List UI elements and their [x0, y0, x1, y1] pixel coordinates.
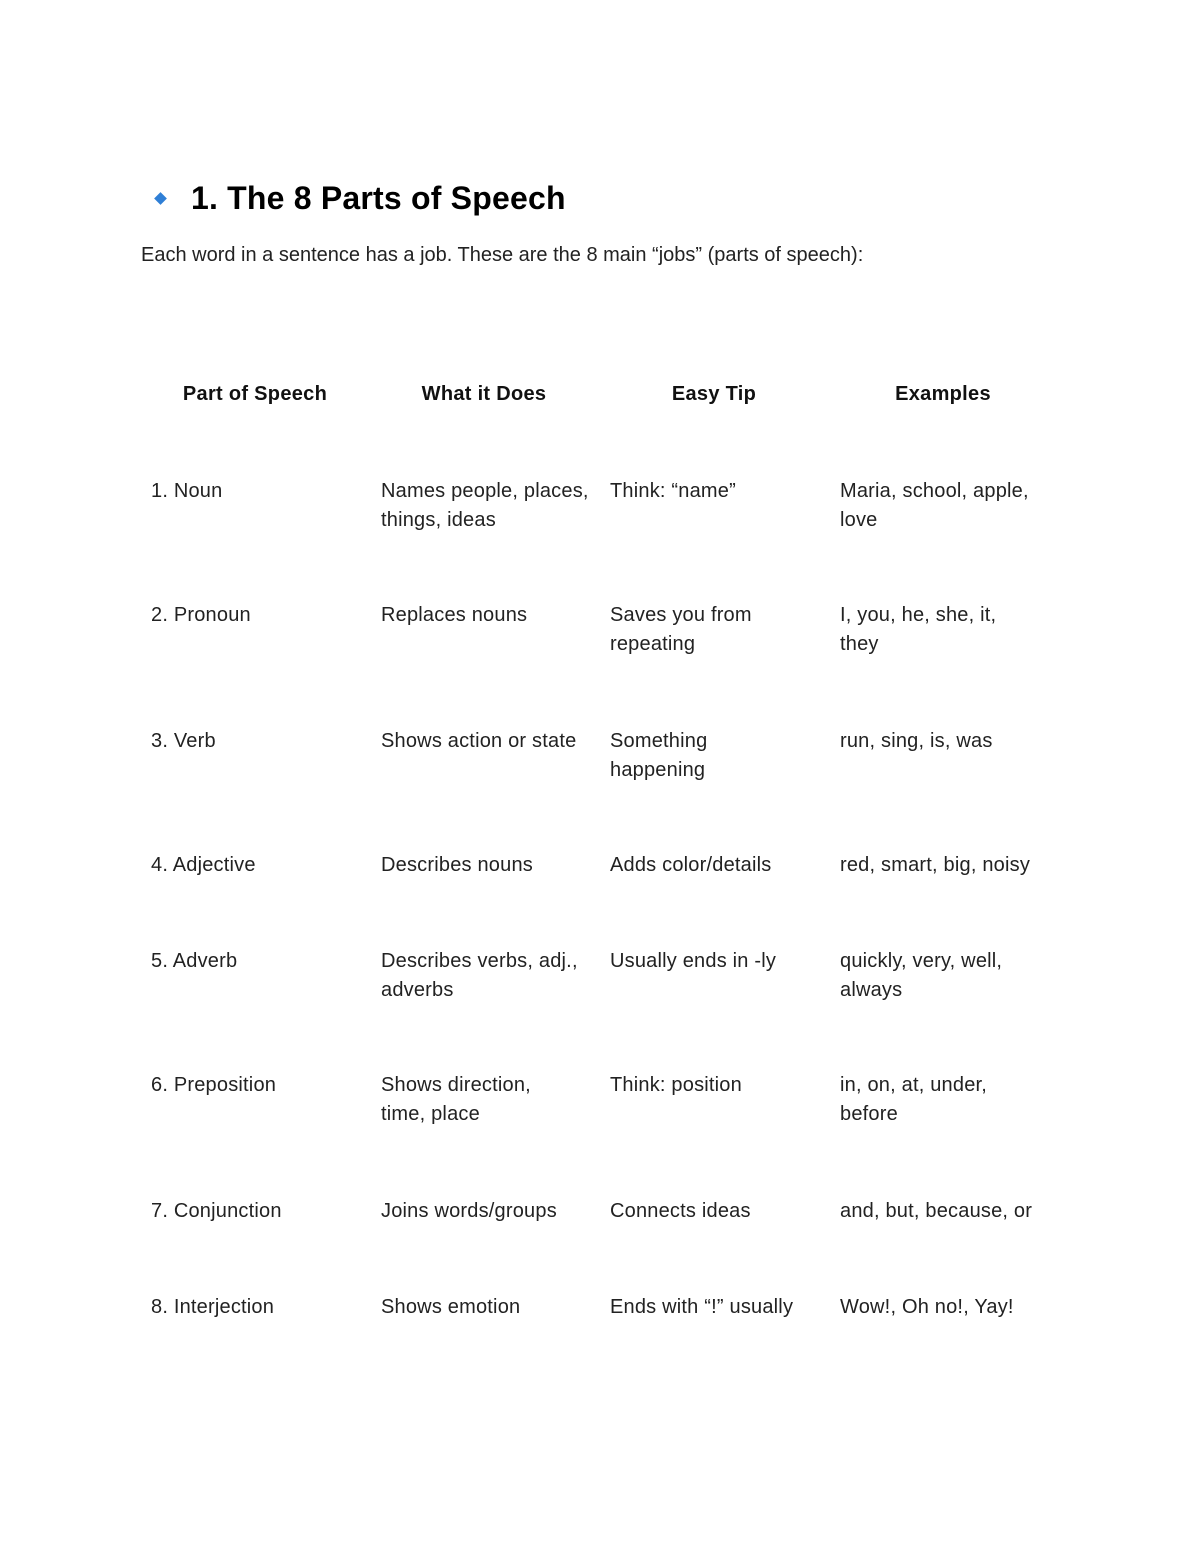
- table-cell-examples: Wow!, Oh no!, Yay!: [840, 1296, 1014, 1318]
- column-header-what-it-does: What it Does: [421, 383, 547, 405]
- table-cell-description: Shows direction, time, place: [381, 1074, 531, 1125]
- column-header-part-of-speech: Part of Speech: [182, 383, 328, 405]
- blue-diamond-icon: [154, 192, 167, 205]
- table-cell-part: 3. Verb: [151, 730, 216, 752]
- table-cell-examples: in, on, at, under, before: [840, 1074, 988, 1125]
- table-cell-part: 6. Preposition: [151, 1074, 277, 1096]
- table-cell-examples: Maria, school, apple, love: [840, 480, 1029, 531]
- column-header-easy-tip: Easy Tip: [671, 383, 757, 405]
- table-cell-tip: Adds color/details: [610, 854, 772, 876]
- table-cell-part: 7. Conjunction: [151, 1200, 282, 1222]
- table-cell-examples: red, smart, big, noisy: [840, 854, 1031, 876]
- table-cell-tip: Saves you from repeating: [610, 604, 752, 655]
- table-cell-examples: run, sing, is, was: [840, 730, 993, 752]
- table-cell-part: 8. Interjection: [151, 1296, 275, 1318]
- heading-text: 1. The 8 Parts of Speech: [191, 179, 566, 216]
- table-cell-tip: Think: “name”: [610, 480, 736, 502]
- table-cell-description: Shows emotion: [381, 1296, 521, 1318]
- table-cell-examples: I, you, he, she, it, they: [840, 604, 997, 655]
- table-cell-description: Describes verbs, adj., adverbs: [381, 950, 578, 1001]
- table-cell-part: 4. Adjective: [151, 854, 256, 876]
- table-cell-part: 2. Pronoun: [151, 604, 251, 626]
- table-cell-examples: quickly, very, well, always: [840, 950, 1003, 1001]
- table-cell-description: Names people, places, things, ideas: [381, 480, 589, 531]
- table-cell-part: 5. Adverb: [151, 950, 238, 972]
- table-cell-description: Replaces nouns: [381, 604, 528, 626]
- table-cell-description: Describes nouns: [381, 854, 533, 876]
- section-heading: [152, 176, 566, 220]
- table-cell-tip: Ends with “!” usually: [610, 1296, 794, 1318]
- table-cell-tip: Think: position: [610, 1074, 742, 1096]
- intro-paragraph: Each word in a sentence has a job. These are the 8 main “jobs” (parts of speech):: [141, 244, 864, 266]
- table-cell-tip: Connects ideas: [610, 1200, 751, 1222]
- table-cell-examples: and, but, because, or: [840, 1200, 1033, 1222]
- table-cell-tip: Something happening: [610, 730, 708, 781]
- column-header-examples: Examples: [895, 383, 991, 405]
- table-cell-description: Joins words/groups: [381, 1200, 557, 1222]
- table-cell-tip: Usually ends in -ly: [610, 950, 777, 972]
- table-cell-part: 1. Noun: [151, 480, 223, 502]
- table-cell-description: Shows action or state: [381, 730, 577, 752]
